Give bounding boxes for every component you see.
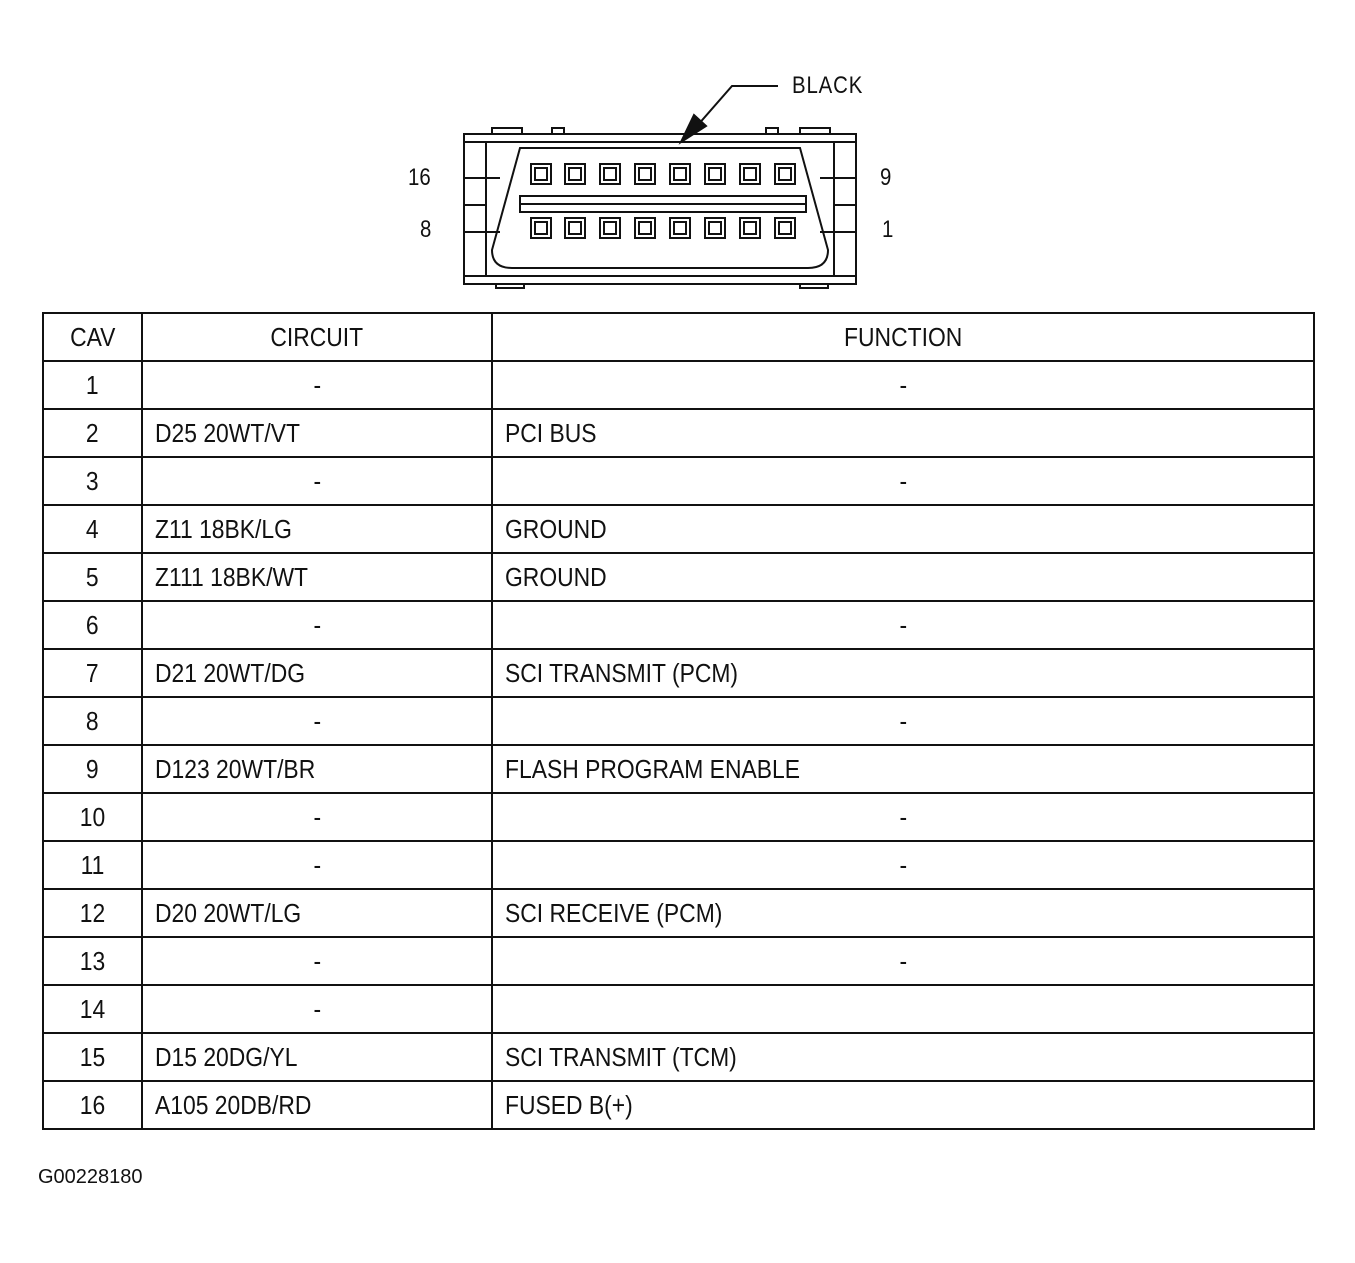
connector-housing xyxy=(464,134,856,284)
cell-function: - xyxy=(492,361,1314,409)
cell-cav: 16 xyxy=(43,1081,142,1129)
cell-cav: 8 xyxy=(43,697,142,745)
cell-cav: 10 xyxy=(43,793,142,841)
table-row xyxy=(43,553,1314,601)
table-row xyxy=(43,841,1314,889)
table-row xyxy=(43,793,1314,841)
cell-circuit: D21 20WT/DG xyxy=(142,649,492,697)
cell-function: - xyxy=(492,697,1314,745)
cell-function: FLASH PROGRAM ENABLE xyxy=(492,745,1314,793)
pin-label-16: 16 xyxy=(408,164,431,191)
pin-row-top xyxy=(531,164,795,184)
cell-cav: 7 xyxy=(43,649,142,697)
table-row xyxy=(43,457,1314,505)
cell-circuit: - xyxy=(142,697,492,745)
table-row xyxy=(43,1033,1314,1081)
cell-circuit: - xyxy=(142,601,492,649)
cell-cav: 9 xyxy=(43,745,142,793)
pin-row-bottom xyxy=(531,218,795,238)
cell-circuit: - xyxy=(142,937,492,985)
cell-function: - xyxy=(492,793,1314,841)
table-row xyxy=(43,361,1314,409)
cell-circuit: Z111 18BK/WT xyxy=(142,553,492,601)
table-row xyxy=(43,697,1314,745)
cell-function xyxy=(492,985,1314,1033)
figure-id: G00228180 xyxy=(38,1166,143,1188)
cell-circuit: Z11 18BK/LG xyxy=(142,505,492,553)
header-circuit: CIRCUIT xyxy=(142,313,492,361)
table-row xyxy=(43,601,1314,649)
cell-function: SCI TRANSMIT (PCM) xyxy=(492,649,1314,697)
cell-cav: 4 xyxy=(43,505,142,553)
cell-circuit: - xyxy=(142,985,492,1033)
pin-label-9: 9 xyxy=(880,164,892,191)
cell-cav: 1 xyxy=(43,361,142,409)
table-row xyxy=(43,937,1314,985)
cell-function: SCI RECEIVE (PCM) xyxy=(492,889,1314,937)
table-row xyxy=(43,889,1314,937)
cell-circuit: D123 20WT/BR xyxy=(142,745,492,793)
cell-function: - xyxy=(492,457,1314,505)
cell-cav: 5 xyxy=(43,553,142,601)
pin-label-1: 1 xyxy=(882,216,894,243)
cell-function: - xyxy=(492,841,1314,889)
cell-cav: 14 xyxy=(43,985,142,1033)
table-row xyxy=(43,409,1314,457)
cell-function: - xyxy=(492,601,1314,649)
cell-cav: 13 xyxy=(43,937,142,985)
cell-circuit: A105 20DB/RD xyxy=(142,1081,492,1129)
header-cav: CAV xyxy=(43,313,142,361)
pinout-table-body xyxy=(43,361,1314,1129)
cell-cav: 6 xyxy=(43,601,142,649)
pin-label-8: 8 xyxy=(420,216,432,243)
cell-circuit: - xyxy=(142,793,492,841)
cell-circuit: D15 20DG/YL xyxy=(142,1033,492,1081)
cell-circuit: D20 20WT/LG xyxy=(142,889,492,937)
pinout-table xyxy=(42,312,1315,1130)
cell-function: - xyxy=(492,937,1314,985)
cell-cav: 12 xyxy=(43,889,142,937)
table-row xyxy=(43,649,1314,697)
cell-circuit: - xyxy=(142,361,492,409)
table-header-row xyxy=(43,313,1314,361)
connector-color-label: BLACK xyxy=(792,72,864,99)
cell-cav: 2 xyxy=(43,409,142,457)
cell-function: PCI BUS xyxy=(492,409,1314,457)
cell-circuit: - xyxy=(142,457,492,505)
cell-function: SCI TRANSMIT (TCM) xyxy=(492,1033,1314,1081)
table-row xyxy=(43,985,1314,1033)
cell-function: GROUND xyxy=(492,553,1314,601)
cell-cav: 15 xyxy=(43,1033,142,1081)
cell-circuit: - xyxy=(142,841,492,889)
cell-function: FUSED B(+) xyxy=(492,1081,1314,1129)
header-function: FUNCTION xyxy=(492,313,1314,361)
table-row xyxy=(43,745,1314,793)
table-row xyxy=(43,505,1314,553)
table-row xyxy=(43,1081,1314,1129)
cell-function: GROUND xyxy=(492,505,1314,553)
connector-shell xyxy=(492,148,828,268)
cell-circuit: D25 20WT/VT xyxy=(142,409,492,457)
cell-cav: 11 xyxy=(43,841,142,889)
cell-cav: 3 xyxy=(43,457,142,505)
